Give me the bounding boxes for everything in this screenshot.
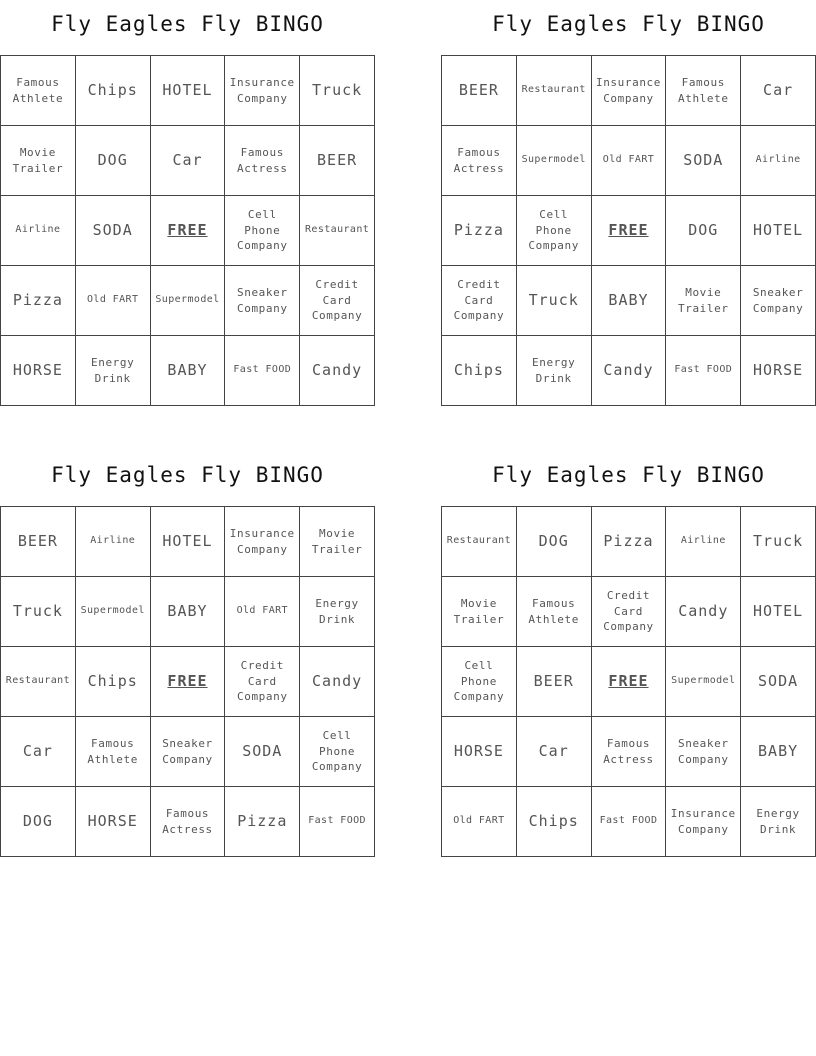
- free-space-cell: FREE: [151, 647, 226, 717]
- bingo-cell: BABY: [592, 266, 667, 336]
- card-title: Fly Eagles Fly BINGO: [492, 12, 765, 36]
- bingo-cell: Credit Card Company: [442, 266, 517, 336]
- bingo-cell: Car: [517, 717, 592, 787]
- bingo-cell: BABY: [151, 577, 226, 647]
- bingo-cell: DOG: [666, 196, 741, 266]
- bingo-cell: Restaurant: [300, 196, 375, 266]
- bingo-grid: [441, 55, 816, 406]
- bingo-cell: DOG: [517, 507, 592, 577]
- bingo-cell: Chips: [76, 56, 151, 126]
- bingo-cell: Movie Trailer: [300, 507, 375, 577]
- bingo-cell: Airline: [741, 126, 816, 196]
- bingo-cell: Supermodel: [517, 126, 592, 196]
- bingo-cell: Candy: [300, 647, 375, 717]
- bingo-cell: Energy Drink: [300, 577, 375, 647]
- bingo-cell: Old FART: [76, 266, 151, 336]
- bingo-cell: Sneaker Company: [225, 266, 300, 336]
- bingo-cell: Airline: [1, 196, 76, 266]
- bingo-cell: Insurance Company: [225, 56, 300, 126]
- bingo-cell: Movie Trailer: [666, 266, 741, 336]
- bingo-cell: Insurance Company: [225, 507, 300, 577]
- bingo-cell: Insurance Company: [592, 56, 667, 126]
- bingo-grid: [0, 55, 375, 406]
- bingo-cell: Famous Athlete: [76, 717, 151, 787]
- bingo-cell: BEER: [517, 647, 592, 717]
- bingo-cell: HOTEL: [151, 507, 226, 577]
- bingo-cell: Movie Trailer: [442, 577, 517, 647]
- bingo-cell: Fast FOOD: [225, 336, 300, 406]
- bingo-cell: HORSE: [1, 336, 76, 406]
- bingo-cell: Famous Actress: [592, 717, 667, 787]
- bingo-cell: Fast FOOD: [300, 787, 375, 857]
- bingo-cell: Car: [151, 126, 226, 196]
- bingo-cell: Famous Athlete: [666, 56, 741, 126]
- bingo-cell: Pizza: [225, 787, 300, 857]
- bingo-cell: Old FART: [225, 577, 300, 647]
- bingo-cell: DOG: [1, 787, 76, 857]
- free-space-cell: FREE: [151, 196, 226, 266]
- bingo-cell: Truck: [300, 56, 375, 126]
- bingo-cell: Old FART: [592, 126, 667, 196]
- bingo-cell: Fast FOOD: [666, 336, 741, 406]
- bingo-cell: Pizza: [1, 266, 76, 336]
- bingo-cell: Airline: [76, 507, 151, 577]
- bingo-cell: SODA: [76, 196, 151, 266]
- bingo-cell: SODA: [666, 126, 741, 196]
- bingo-cell: Cell Phone Company: [442, 647, 517, 717]
- bingo-cell: Car: [741, 56, 816, 126]
- bingo-cell: Old FART: [442, 787, 517, 857]
- card-title: Fly Eagles Fly BINGO: [51, 12, 324, 36]
- bingo-cell: Cell Phone Company: [225, 196, 300, 266]
- bingo-cell: Movie Trailer: [1, 126, 76, 196]
- bingo-cell: Cell Phone Company: [300, 717, 375, 787]
- bingo-cell: DOG: [76, 126, 151, 196]
- bingo-cell: HORSE: [741, 336, 816, 406]
- bingo-cell: Candy: [300, 336, 375, 406]
- bingo-cell: Chips: [517, 787, 592, 857]
- bingo-cell: SODA: [741, 647, 816, 717]
- bingo-cell: Restaurant: [1, 647, 76, 717]
- bingo-cell: BEER: [442, 56, 517, 126]
- bingo-grid: [441, 506, 816, 857]
- bingo-cell: Supermodel: [151, 266, 226, 336]
- bingo-grid: [0, 506, 375, 857]
- bingo-cell: BEER: [1, 507, 76, 577]
- bingo-cell: Supermodel: [76, 577, 151, 647]
- bingo-cell: Truck: [1, 577, 76, 647]
- bingo-cell: Famous Actress: [151, 787, 226, 857]
- bingo-cell: Pizza: [592, 507, 667, 577]
- bingo-cell: Chips: [442, 336, 517, 406]
- bingo-cell: Insurance Company: [666, 787, 741, 857]
- bingo-cell: Pizza: [442, 196, 517, 266]
- bingo-cell: Energy Drink: [517, 336, 592, 406]
- bingo-cell: Famous Athlete: [1, 56, 76, 126]
- bingo-cell: Sneaker Company: [741, 266, 816, 336]
- bingo-cell: Candy: [592, 336, 667, 406]
- bingo-cell: Famous Athlete: [517, 577, 592, 647]
- bingo-cell: Famous Actress: [442, 126, 517, 196]
- card-title: Fly Eagles Fly BINGO: [492, 463, 765, 487]
- bingo-cell: Sneaker Company: [151, 717, 226, 787]
- bingo-cell: Credit Card Company: [592, 577, 667, 647]
- bingo-cell: Restaurant: [517, 56, 592, 126]
- free-space-cell: FREE: [592, 647, 667, 717]
- bingo-cell: Candy: [666, 577, 741, 647]
- card-title: Fly Eagles Fly BINGO: [51, 463, 324, 487]
- bingo-cell: Energy Drink: [741, 787, 816, 857]
- bingo-cell: BEER: [300, 126, 375, 196]
- bingo-cell: Truck: [517, 266, 592, 336]
- bingo-cell: Supermodel: [666, 647, 741, 717]
- bingo-cell: SODA: [225, 717, 300, 787]
- bingo-cell: Famous Actress: [225, 126, 300, 196]
- bingo-cell: HOTEL: [151, 56, 226, 126]
- bingo-cell: Fast FOOD: [592, 787, 667, 857]
- bingo-cell: Credit Card Company: [225, 647, 300, 717]
- bingo-cell: BABY: [151, 336, 226, 406]
- bingo-cell: Airline: [666, 507, 741, 577]
- bingo-cell: Car: [1, 717, 76, 787]
- bingo-cell: Sneaker Company: [666, 717, 741, 787]
- bingo-cell: HORSE: [76, 787, 151, 857]
- bingo-cell: Chips: [76, 647, 151, 717]
- bingo-cell: HOTEL: [741, 577, 816, 647]
- bingo-cell: Energy Drink: [76, 336, 151, 406]
- bingo-cell: Credit Card Company: [300, 266, 375, 336]
- bingo-cell: HORSE: [442, 717, 517, 787]
- bingo-cell: Cell Phone Company: [517, 196, 592, 266]
- bingo-cell: BABY: [741, 717, 816, 787]
- free-space-cell: FREE: [592, 196, 667, 266]
- bingo-cell: Truck: [741, 507, 816, 577]
- bingo-cell: Restaurant: [442, 507, 517, 577]
- bingo-cell: HOTEL: [741, 196, 816, 266]
